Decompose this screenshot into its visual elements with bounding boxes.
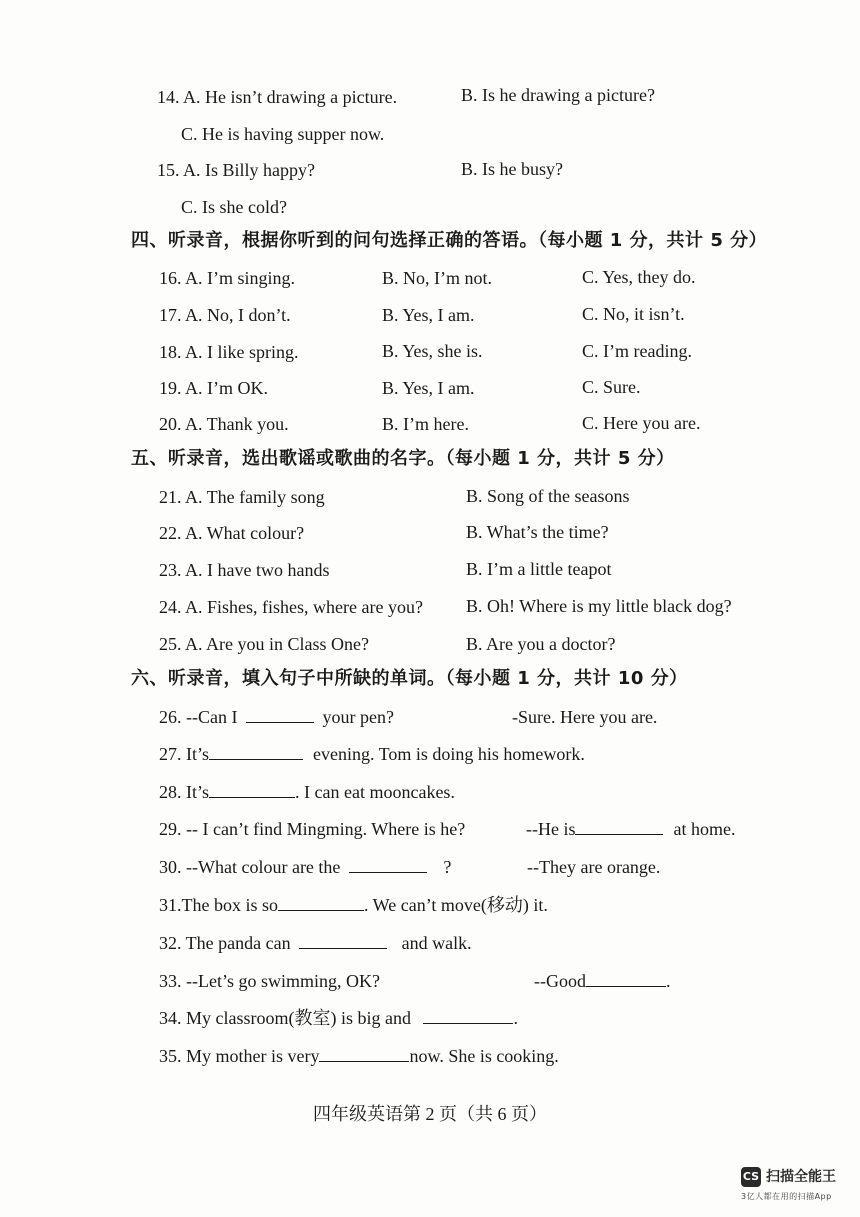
q34-answer-blank[interactable] — [423, 1007, 513, 1024]
q30-text-end: ? — [443, 857, 452, 877]
q34-text-end: . — [513, 1008, 518, 1028]
q29-answer-blank[interactable] — [575, 818, 663, 835]
q35-answer-blank[interactable] — [319, 1045, 409, 1062]
q18-option-a: 18. A. I like spring. — [159, 342, 299, 362]
q16-option-c: C. Yes, they do. — [582, 267, 696, 287]
q21-option-a: 21. A. The family song — [159, 487, 325, 507]
q31-text-end: . We can’t move(移动) it. — [364, 895, 548, 915]
q31-question — [159, 894, 548, 916]
q25-option-b: B. Are you a doctor? — [466, 634, 616, 654]
q32-text-end: and walk. — [401, 933, 472, 953]
q26-text-start: 26. --Can I — [159, 707, 238, 727]
q30-response: --They are orange. — [527, 857, 661, 877]
q21-option-b: B. Song of the seasons — [466, 486, 630, 506]
page-footer: 四年级英语第 2 页（共 6 页） — [313, 1104, 547, 1124]
q14-option-b: B. Is he drawing a picture? — [461, 85, 655, 105]
q32-text-start: 32. The panda can — [159, 933, 291, 953]
q28-text-start: 28. It’s — [159, 782, 210, 802]
q18-option-b: B. Yes, she is. — [382, 341, 483, 361]
q28-text-end: . I can eat mooncakes. — [295, 782, 455, 802]
section-6-heading: 六、听录音，填入句子中所缺的单词。（每小题 1 分，共计 10 分） — [131, 668, 688, 689]
q30-question — [159, 856, 451, 878]
q35-text-start: 35. My mother is very — [159, 1046, 320, 1066]
q22-option-b: B. What’s the time? — [466, 522, 609, 542]
camscanner-logo-icon: CS — [741, 1167, 761, 1187]
q20-option-c: C. Here you are. — [582, 413, 701, 433]
q28-question — [159, 781, 455, 803]
q23-option-b: B. I’m a little teapot — [466, 559, 612, 579]
q17-option-b: B. Yes, I am. — [382, 305, 475, 325]
q19-option-b: B. Yes, I am. — [382, 378, 475, 398]
q16-option-a: 16. A. I’m singing. — [159, 268, 296, 288]
q31-answer-blank[interactable] — [278, 894, 364, 911]
q26-answer-blank[interactable] — [246, 706, 314, 723]
q33-question: 33. --Let’s go swimming, OK? — [159, 971, 380, 991]
watermark-brand-name: 扫描全能王 — [766, 1169, 836, 1185]
q35-text-end: now. She is cooking. — [409, 1046, 559, 1066]
q26-question — [159, 706, 394, 728]
q20-option-a: 20. A. Thank you. — [159, 414, 289, 434]
q18-option-c: C. I’m reading. — [582, 341, 692, 361]
q33-response — [534, 970, 671, 992]
q14-option-c: C. He is having supper now. — [181, 124, 385, 144]
q33-response-end: . — [666, 971, 671, 991]
q34-text-start: 34. My classroom(教室) is big and — [159, 1008, 411, 1028]
q26-text-end: your pen? — [322, 707, 394, 727]
q20-option-b: B. I’m here. — [382, 414, 469, 434]
q35-question — [159, 1045, 559, 1067]
q32-question — [159, 932, 472, 954]
section-5-heading: 五、听录音，选出歌谣或歌曲的名字。（每小题 1 分，共计 5 分） — [131, 448, 675, 469]
q28-answer-blank[interactable] — [209, 781, 295, 798]
q29-question: 29. -- I can’t find Mingming. Where is he? — [159, 819, 466, 839]
q26-response: -Sure. Here you are. — [512, 707, 658, 727]
q27-text-start: 27. It’s — [159, 744, 210, 764]
q30-answer-blank[interactable] — [349, 856, 427, 873]
q34-question — [159, 1007, 518, 1029]
q19-option-c: C. Sure. — [582, 377, 641, 397]
q19-option-a: 19. A. I’m OK. — [159, 378, 268, 398]
q33-answer-blank[interactable] — [586, 970, 666, 987]
q27-answer-blank[interactable] — [209, 743, 303, 760]
q30-text-start: 30. --What colour are the — [159, 857, 341, 877]
q15-option-c: C. Is she cold? — [181, 197, 287, 217]
q29-response-start: --He is — [526, 819, 576, 839]
q29-response-end: at home. — [673, 819, 736, 839]
q27-text-end: evening. Tom is doing his homework. — [313, 744, 585, 764]
q25-option-a: 25. A. Are you in Class One? — [159, 634, 369, 654]
section-4-heading: 四、听录音，根据你听到的问句选择正确的答语。（每小题 1 分，共计 5 分） — [131, 230, 768, 251]
q16-option-b: B. No, I’m not. — [382, 268, 492, 288]
q24-option-b: B. Oh! Where is my little black dog? — [466, 596, 732, 616]
q15-option-b: B. Is he busy? — [461, 159, 563, 179]
q17-option-a: 17. A. No, I don’t. — [159, 305, 291, 325]
q23-option-a: 23. A. I have two hands — [159, 560, 330, 580]
q14-option-a: 14. A. He isn’t drawing a picture. — [157, 87, 398, 107]
q29-response — [526, 818, 735, 840]
q32-answer-blank[interactable] — [299, 932, 387, 949]
q24-option-a: 24. A. Fishes, fishes, where are you? — [159, 597, 423, 617]
q22-option-a: 22. A. What colour? — [159, 523, 305, 543]
q27-question — [159, 743, 585, 765]
q15-option-a: 15. A. Is Billy happy? — [157, 160, 315, 180]
q17-option-c: C. No, it isn’t. — [582, 304, 685, 324]
watermark-tagline: 3亿人都在用的扫描App — [741, 1192, 832, 1201]
q33-response-start: --Good — [534, 971, 586, 991]
q31-text-start: 31.The box is so — [159, 895, 278, 915]
